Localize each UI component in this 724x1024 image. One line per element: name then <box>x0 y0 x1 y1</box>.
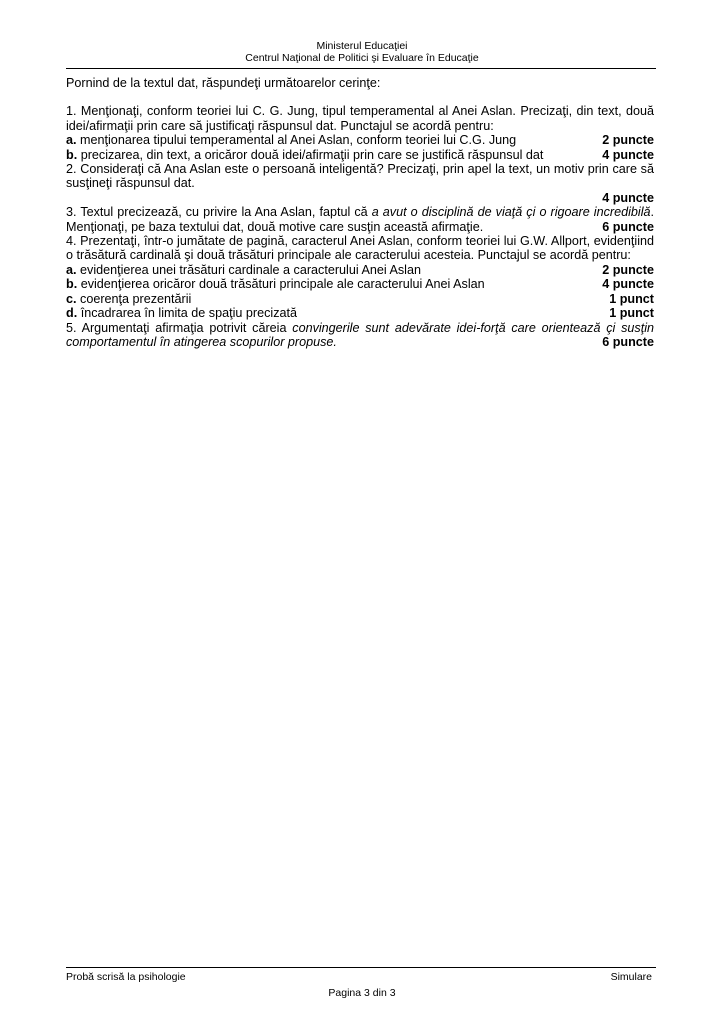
question-5-text: 5. Argumentaţi afirmaţia potrivit căreia convingerile sunt adevărate idei-forţă care orientează çi susţin comportamentul în atingerea scopurilor propuse. 6 puncte <box>66 320 654 349</box>
question-5-points: 6 puncte <box>602 334 654 349</box>
question-4-text: 4. Prezentaţi, într-o jumătate de pagină, caracterul Anei Aslan, conform teoriei lui G.W. Allport, evidenţiind o trăsătură cardinală şi două trăsături principale ale caracterului acesteia. Punctajul se acordă pentru: <box>66 234 654 263</box>
item-label: b. <box>66 277 78 292</box>
page-header <box>0 40 724 64</box>
question-4-item-d <box>66 306 654 320</box>
question-4-item-c <box>66 292 654 306</box>
footer-session: Simulare <box>610 971 652 983</box>
footer-divider <box>66 967 656 968</box>
exam-content <box>66 76 654 349</box>
item-label: a. <box>66 262 77 277</box>
item-label: c. <box>66 291 77 306</box>
item-points: 2 puncte <box>602 133 654 148</box>
item-points: 4 puncte <box>602 277 654 292</box>
center-name: Centrul Naţional de Politici şi Evaluare în Educaţie <box>245 52 479 64</box>
question-1-text: 1. Menţionaţi, conform teoriei lui C. G. Jung, tipul temperamental al Anei Aslan. Precizaţi, din text, două idei/afirmaţii prin care să justificaţi răspunsul dat. Punctajul se acordă pentru: <box>66 104 654 133</box>
item-points: 4 puncte <box>602 147 654 162</box>
item-text: precizarea, din text, a oricăror două idei/afirmaţii prin care se justifică răspunsul dat <box>80 147 544 162</box>
item-text: evidenţierea unei trăsături cardinale a caracterului Anei Aslan <box>80 262 421 277</box>
ministry-name: Ministerul Educaţiei <box>316 40 408 52</box>
question-1-item-b <box>66 148 654 162</box>
question-2-points: 4 puncte <box>602 190 654 205</box>
header-divider <box>66 68 656 69</box>
item-label: b. <box>66 147 78 162</box>
item-text: coerenţa prezentării <box>80 291 192 306</box>
item-text: menţionarea tipului temperamental al Anei Aslan, conform teoriei lui C.G. Jung <box>80 133 517 148</box>
page-number: Pagina 3 din 3 <box>328 987 396 999</box>
question-3-text: 3. Textul precizează, cu privire la Ana Aslan, faptul că a avut o disciplină de viaţă çi o rigoare incredibilă. Menţionaţi, pe baza textului dat, două motive care susţin această afirmaţie. 6 puncte <box>66 205 654 234</box>
item-points: 2 puncte <box>602 262 654 277</box>
question-5-quote: convingerile sunt adevărate idei-forţă care orientează çi susţin comportamentul în atingerea scopurilor propuse. <box>66 320 654 349</box>
item-text: evidenţierea oricăror două trăsături principale ale caracterului Anei Aslan <box>80 277 485 292</box>
question-1-item-a <box>66 133 654 147</box>
item-points: 1 punct <box>609 306 654 321</box>
item-label: d. <box>66 306 78 321</box>
item-text: încadrarea în limita de spaţiu precizată <box>80 306 298 321</box>
item-points: 1 punct <box>609 291 654 306</box>
footer-exam-name: Probă scrisă la psihologie <box>66 971 186 983</box>
question-3-quote: a avut o disciplină de viaţă çi o rigoare incredibilă <box>371 205 651 220</box>
intro-text: Pornind de la textul dat, răspundeţi următoarelor cerinţe: <box>66 76 381 90</box>
question-2-text: 2. Consideraţi că Ana Aslan este o persoană inteligentă? Precizaţi, prin apel la text, un motiv prin care să susţineţi răspunsul dat. <box>66 162 654 191</box>
question-4-item-b <box>66 277 654 291</box>
item-label: a. <box>66 133 77 148</box>
question-3-points: 6 puncte <box>602 219 654 234</box>
question-4-item-a <box>66 263 654 277</box>
